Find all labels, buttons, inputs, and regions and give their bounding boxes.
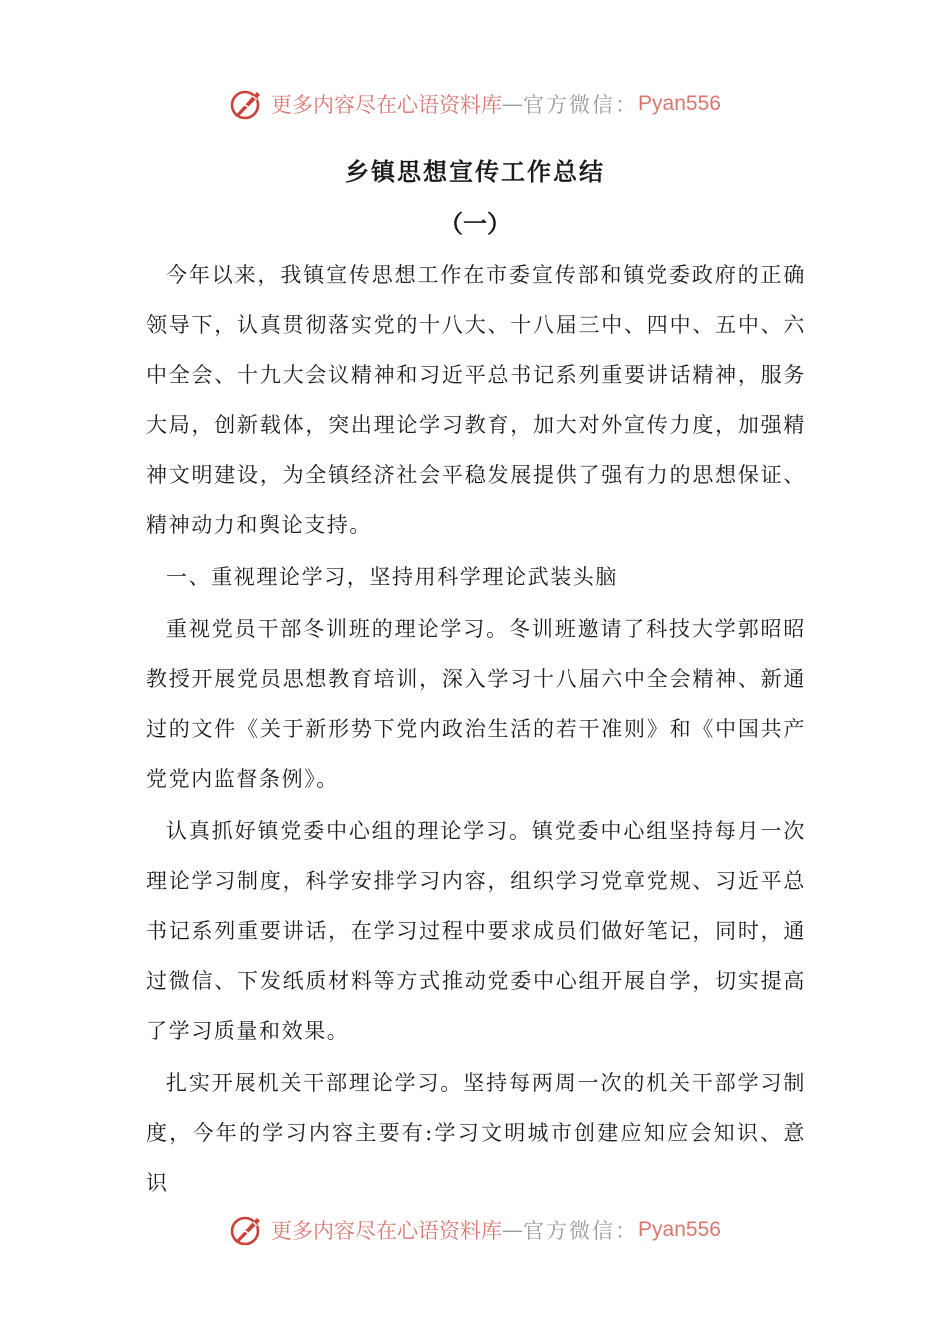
document-body: [146, 250, 806, 1208]
banner-separator: —: [502, 1218, 524, 1242]
wechat-id: Pyan556: [638, 92, 721, 115]
wechat-id: Pyan556: [638, 1218, 721, 1241]
section-heading: 一、重视理论学习，坚持用科学理论武装头脑: [166, 565, 618, 589]
official-wechat-label: 官方微信：: [523, 1219, 639, 1243]
header-banner: [0, 82, 950, 126]
banner-separator: —: [502, 92, 524, 116]
paragraph-intro: 今年以来，我镇宣传思想工作在市委宣传部和镇党委政府的正确领导下，认真贯彻落实党的十八大、十八届三中、四中、五中、六中全会、十九大会议精神和习近平总书记系列重要讲话精神，服务大局，创新载体，突出理论学习教育，加大对外宣传力度，加强精神文明建设，为全镇经济社会平稳发展提供了强有力的思想保证、精神动力和舆论支持。: [146, 263, 806, 537]
paragraph-winter-training: 重视党员干部冬训班的理论学习。冬训班邀请了科技大学郭昭昭教授开展党员思想教育培训，深入学习十八届六中全会精神、新通过的文件《关于新形势下党内政治生活的若干准则》和《中国共产党党内监督条例》。: [146, 617, 806, 791]
brand-text: 更多内容尽在心语资料库: [271, 1219, 503, 1243]
document-title: 乡镇思想宣传工作总结: [345, 157, 605, 186]
paragraph-central-group: 认真抓好镇党委中心组的理论学习。镇党委中心组坚持每月一次理论学习制度，科学安排学习内容，组织学习党章党规、习近平总书记系列重要讲话，在学习过程中要求成员们做好笔记，同时，通过微信、下发纸质材料等方式推动党委中心组开展自学，切实提高了学习质量和效果。: [146, 819, 806, 1043]
pen-logo-icon: [229, 86, 265, 122]
official-wechat-label: 官方微信：: [523, 93, 639, 117]
document-subtitle: （一）: [439, 209, 511, 238]
pen-logo-icon: [229, 1212, 265, 1248]
paragraph-cadre-study: 扎实开展机关干部理论学习。坚持每两周一次的机关干部学习制度，今年的学习内容主要有:学习文明城市创建应知应会知识、意识: [146, 1071, 806, 1195]
footer-banner: [0, 1208, 950, 1252]
brand-text: 更多内容尽在心语资料库: [271, 93, 503, 117]
